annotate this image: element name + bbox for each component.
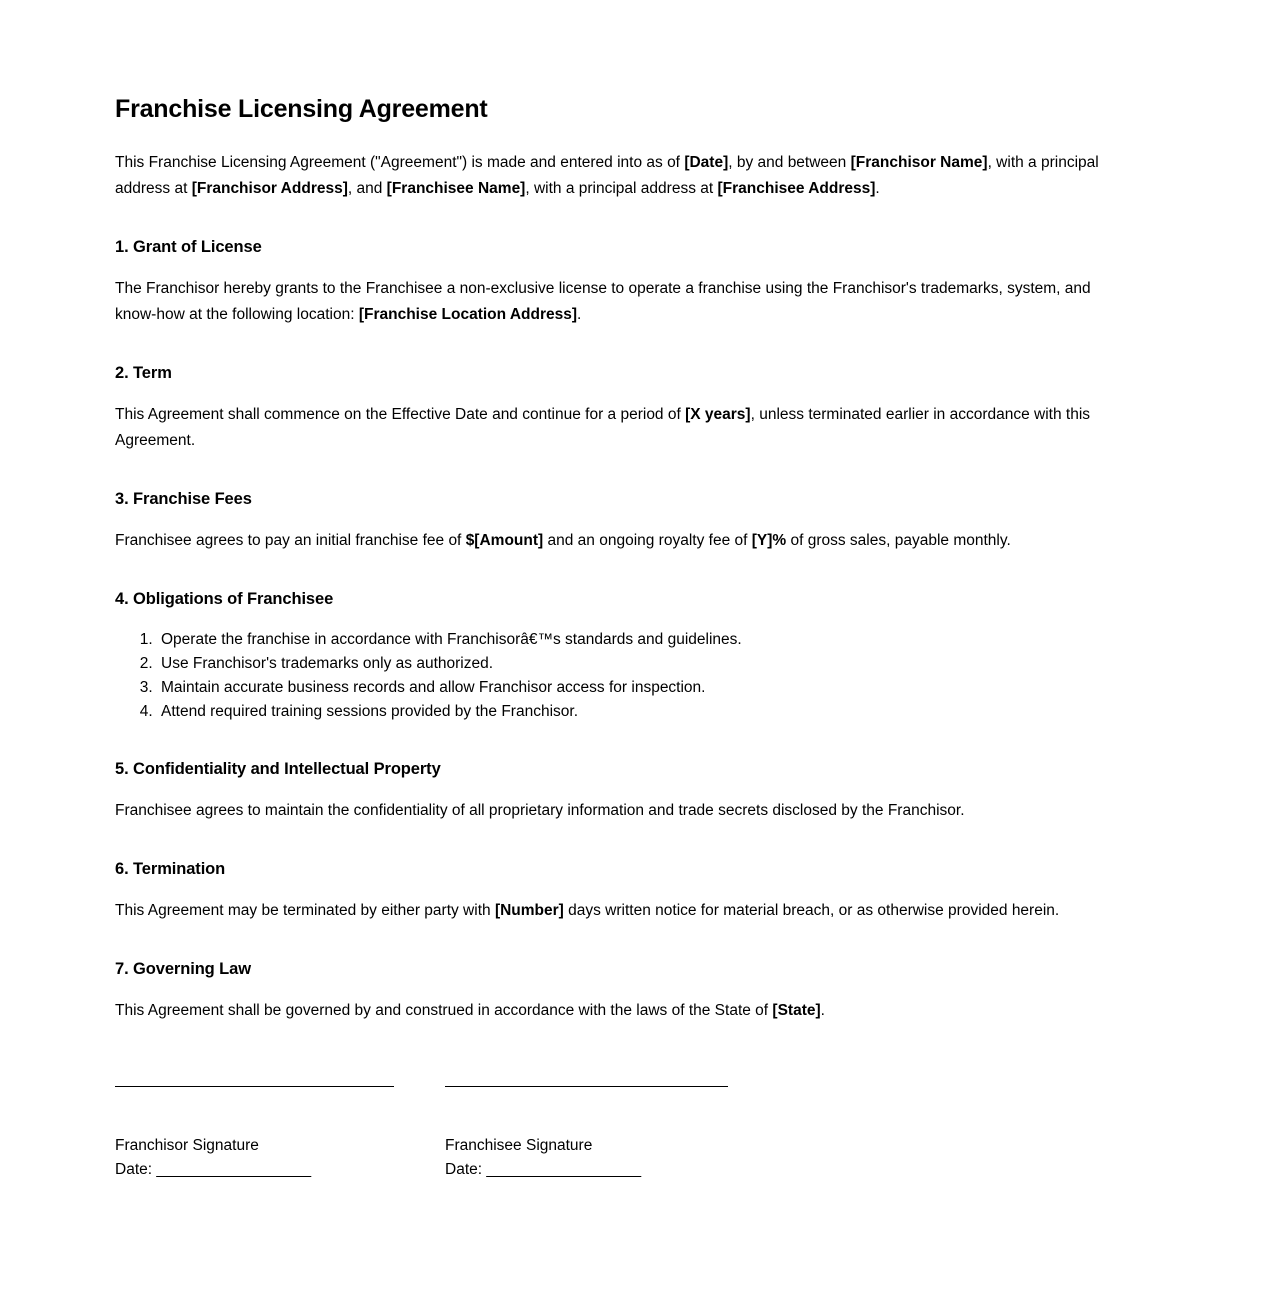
page-title: Franchise Licensing Agreement: [115, 95, 488, 123]
franchisor-date-field[interactable]: [115, 1157, 445, 1181]
section-body-3: [115, 510, 1132, 554]
section-heading-6: 6. Termination: [115, 860, 226, 878]
section-body-2: [115, 384, 1132, 454]
section-6-text-before: This Agreement may be terminated by either party with: [115, 902, 495, 919]
section-5-text-before: Franchisee agrees to maintain the confidentiality of all proprietary information and trade secrets disclosed by the Franchisor.: [115, 802, 965, 819]
franchisee-date-blank[interactable]: ___________________: [486, 1161, 641, 1178]
intro-text-6: .: [875, 180, 880, 197]
franchisee-date-label: Date:: [445, 1161, 483, 1178]
section-body-6: [115, 880, 1132, 924]
franchisor-date-label: Date:: [115, 1161, 153, 1178]
section-body-5: [115, 780, 1132, 824]
intro-paragraph: [115, 124, 1132, 202]
franchisor-signature-column: [115, 1086, 445, 1181]
placeholder-initial-fee-amount: $[Amount]: [465, 532, 544, 549]
placeholder-franchise-location-address: [Franchise Location Address]: [358, 306, 578, 323]
placeholder-franchisor-address: [Franchisor Address]: [191, 180, 348, 197]
section-1-text-before: The Franchisor hereby grants to the Franchisee a non-exclusive license to operate a franchise using the Franchisor's trademarks, system, and know-how at the following location:: [115, 280, 1091, 323]
signature-block: [115, 1086, 1132, 1181]
intro-text-1: This Franchise Licensing Agreement ("Agreement") is made and entered into as of: [115, 154, 685, 171]
section-heading-3: 3. Franchise Fees: [115, 490, 252, 508]
section-2-text-after: , unless terminated earlier in accordance with this Agreement.: [115, 406, 1091, 449]
placeholder-date: [Date]: [684, 154, 729, 171]
placeholder-notice-days: [Number]: [494, 902, 564, 919]
section-heading-2: 2. Term: [115, 364, 172, 382]
section-heading-7: 7. Governing Law: [115, 960, 251, 978]
section-2-text-before: This Agreement shall commence on the Effective Date and continue for a period of: [115, 406, 686, 423]
section-3-text-mid: and an ongoing royalty fee of: [543, 532, 752, 549]
placeholder-state: [State]: [772, 1002, 821, 1019]
section-heading-1: 1. Grant of License: [115, 238, 262, 256]
placeholder-franchisee-address: [Franchisee Address]: [717, 180, 876, 197]
signature-spacer: [115, 1024, 1132, 1086]
franchisor-signature-label: Franchisor Signature: [115, 1137, 259, 1154]
section-1-text-after: .: [577, 306, 582, 323]
section-body-1: [115, 258, 1132, 328]
intro-text-5: , with a principal address at: [525, 180, 718, 197]
franchisee-date-field[interactable]: [445, 1157, 775, 1181]
placeholder-franchisee-name: [Franchisee Name]: [386, 180, 526, 197]
placeholder-franchisor-name: [Franchisor Name]: [850, 154, 988, 171]
intro-text-4: , and: [347, 180, 387, 197]
franchisee-signature-column: [445, 1086, 775, 1181]
intro-text-3: , with a principal address at: [115, 154, 1099, 197]
franchisor-date-blank[interactable]: ___________________: [156, 1161, 311, 1178]
obligations-list: [115, 610, 1132, 724]
section-heading-5: 5. Confidentiality and Intellectual Property: [115, 760, 441, 778]
list-item: 2. Use Franchisor's trademarks only as authorized.: [157, 652, 1132, 676]
list-item: 1. Operate the franchise in accordance with Franchisorâ€™s standards and guidelines.: [157, 628, 1132, 652]
section-3-text-before: Franchisee agrees to pay an initial franchise fee of: [115, 532, 466, 549]
placeholder-royalty-percent: [Y]%: [751, 532, 787, 549]
intro-text-2: , by and between: [728, 154, 851, 171]
section-7-text-before: This Agreement shall be governed by and construed in accordance with the laws of the State of: [115, 1002, 773, 1019]
section-6-text-after: days written notice for material breach, or as otherwise provided herein.: [563, 902, 1060, 919]
section-body-7: [115, 980, 1132, 1024]
franchisee-signature-label: Franchisee Signature: [445, 1137, 593, 1154]
list-item: 3. Maintain accurate business records and allow Franchisor access for inspection.: [157, 676, 1132, 700]
document-content: [115, 0, 1132, 1181]
section-7-text-after: .: [820, 1002, 825, 1019]
list-item: 4. Attend required training sessions provided by the Franchisor.: [157, 700, 1132, 724]
section-3-text-after: of gross sales, payable monthly.: [786, 532, 1011, 549]
section-heading-4: 4. Obligations of Franchisee: [115, 590, 334, 608]
placeholder-term-years: [X years]: [685, 406, 751, 423]
